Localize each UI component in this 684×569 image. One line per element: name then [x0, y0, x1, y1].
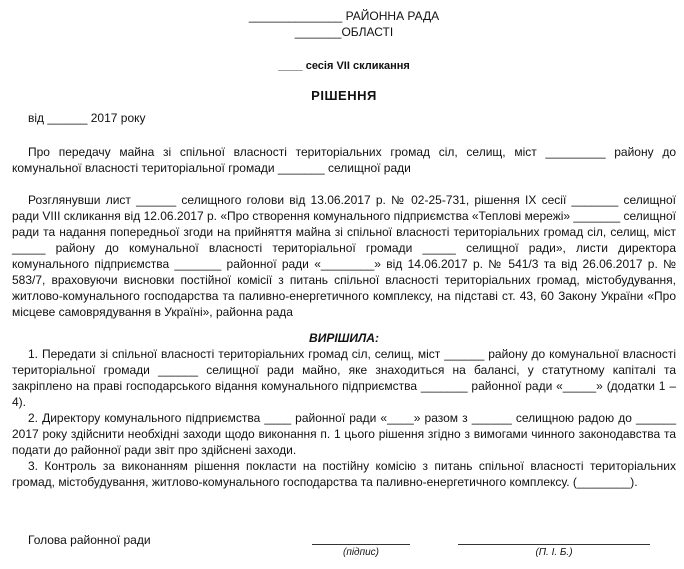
council-name: ______________ РАЙОННА РАДА	[248, 9, 440, 23]
region-name: _______ОБЛАСТІ	[294, 25, 394, 39]
decision-item-3: 3. Контроль за виконанням рішення покласти на постійну комісію з питань спільної власності територіальних громад, містобудування, житлово-комунального господарства та паливно-енергетичного комплексу. (________).	[12, 459, 676, 489]
decision-subject: Про передачу майна зі спільної власності територіальних громад сіл, селищ, міст _________ району до комунальної власності територіальної громади _______ селищної ради	[12, 145, 676, 175]
decision-item-2: 2. Директору комунального підприємства ____ районної ради «____» разом з ______ селищною радою до ______ 2017 року здійснити необхідні заходи щодо виконання п. 1 цього рішення згідно з вимогами чинного законодавства та подати до районної ради звіт про здійснені заходи.	[12, 411, 676, 457]
page-title: РІШЕННЯ	[311, 88, 377, 103]
session-line: ____ сесія VII скликання	[278, 60, 410, 72]
document-body	[12, 8, 676, 490]
signature-caption: (підпис)	[343, 547, 379, 558]
decision-date: від ______ 2017 року	[28, 111, 146, 125]
signature-label: Голова районної ради	[28, 533, 151, 547]
signature-block	[12, 532, 676, 562]
name-caption: (П. І. Б.)	[535, 547, 573, 558]
decision-item-1: 1. Передати зі спільної власності територіальних громад сіл, селищ, міст ______ району до комунальної власності територіальної громади ______ селищної ради майно, яке знаходиться на балансі, у статутному капіталі та закріплено на праві господарського відання комунального підприємства _______ районної ради «_____» (додатки 1 – 4).	[12, 347, 676, 409]
decided-heading: ВИРІШИЛА:	[309, 331, 379, 345]
decision-preamble: Розглянувши лист ______ селищного голови від 13.06.2017 р. № 02-25-731, рішення IX сесії _______ селищної ради VIII скликання від 12.06.2017 р. «Про створення комунального підприємства «Теплові мережі» _______ селищної ради та надання попередньої згоди на прийняття майна зі спільної власності територіальних громад сіл, селищ, міст _____ району до комунальної власності територіальної громади _____ селищної ради», листи директора комунального підприємства _______ районної ради «________» від 14.06.2017 р. № 541/3 та від 26.06.2017 р. № 583/7, враховуючи висновки постійної комісії з питань спільної власності територіальних громад, містобудування, житлово-комунального господарства та паливно-енергетичного комплексу, на підставі ст. 43, 60 Закону України «Про місцеве самоврядування в Україні», районна рада	[12, 193, 676, 319]
